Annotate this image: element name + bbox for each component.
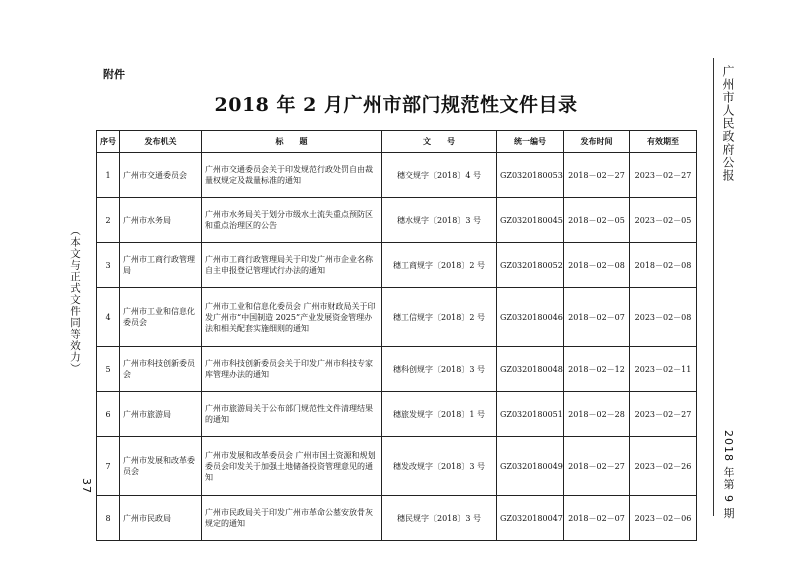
cell-title: 广州市水务局关于划分市级水土流失重点预防区和重点治理区的公告 xyxy=(202,198,382,243)
cell-valid-until: 2023－02－11 xyxy=(630,347,697,392)
header-unified-no: 统一编号 xyxy=(497,131,564,153)
cell-issue-date: 2018－02－08 xyxy=(564,243,630,288)
cell-unified-no: GZ0320180049 xyxy=(497,437,564,496)
header-title: 标 题 xyxy=(202,131,382,153)
annex-label: 附件 xyxy=(103,68,125,81)
header-org: 发布机关 xyxy=(120,131,202,153)
cell-valid-until: 2023－02－27 xyxy=(630,392,697,437)
cell-unified-no: GZ0320180053 xyxy=(497,153,564,198)
cell-issue-date: 2018－02－27 xyxy=(564,153,630,198)
cell-doc-no: 穗交规字〔2018〕4 号 xyxy=(382,153,497,198)
table-row xyxy=(97,288,697,347)
cell-doc-no: 穗水规字〔2018〕3 号 xyxy=(382,198,497,243)
header-issue-date: 发布时间 xyxy=(564,131,630,153)
cell-issue-date: 2018－02－07 xyxy=(564,496,630,541)
cell-issue-date: 2018－02－05 xyxy=(564,198,630,243)
cell-unified-no: GZ0320180045 xyxy=(497,198,564,243)
cell-unified-no: GZ0320180046 xyxy=(497,288,564,347)
cell-no: 5 xyxy=(97,347,120,392)
cell-valid-until: 2018－02－08 xyxy=(630,243,697,288)
cell-doc-no: 穗工信规字〔2018〕2 号 xyxy=(382,288,497,347)
cell-doc-no: 穗民规字〔2018〕3 号 xyxy=(382,496,497,541)
table-row xyxy=(97,198,697,243)
cell-valid-until: 2023－02－27 xyxy=(630,153,697,198)
cell-issue-date: 2018－02－12 xyxy=(564,347,630,392)
cell-no: 6 xyxy=(97,392,120,437)
header-valid-until: 有效期至 xyxy=(630,131,697,153)
legal-effect-note: （本文与正式文件同等效力） xyxy=(69,225,81,375)
cell-issue-date: 2018－02－27 xyxy=(564,437,630,496)
cell-org: 广州市旅游局 xyxy=(120,392,202,437)
cell-title: 广州市交通委员会关于印发规范行政处罚自由裁量权规定及裁量标准的通知 xyxy=(202,153,382,198)
table-row xyxy=(97,392,697,437)
cell-title: 广州市工商行政管理局关于印发广州市企业名称自主申报登记管理试行办法的通知 xyxy=(202,243,382,288)
cell-no: 4 xyxy=(97,288,120,347)
document-title: 2018 年 2 月广州市部门规范性文件目录 xyxy=(214,94,578,116)
cell-no: 3 xyxy=(97,243,120,288)
cell-unified-no: GZ0320180052 xyxy=(497,243,564,288)
cell-doc-no: 穗工商规字〔2018〕2 号 xyxy=(382,243,497,288)
table-row xyxy=(97,153,697,198)
table-row xyxy=(97,437,697,496)
header-no: 序号 xyxy=(97,131,120,153)
cell-title: 广州市工业和信息化委员会 广州市财政局关于印发广州市“中国制造 2025”产业发展资金管理办法和相关配套实施细则的通知 xyxy=(202,288,382,347)
cell-valid-until: 2023－02－05 xyxy=(630,198,697,243)
table-row xyxy=(97,496,697,541)
cell-unified-no: GZ0320180047 xyxy=(497,496,564,541)
table-row xyxy=(97,347,697,392)
cell-org: 广州市科技创新委员会 xyxy=(120,347,202,392)
cell-valid-until: 2023－02－26 xyxy=(630,437,697,496)
cell-doc-no: 穗旅发规字〔2018〕1 号 xyxy=(382,392,497,437)
cell-issue-date: 2018－02－28 xyxy=(564,392,630,437)
cell-no: 8 xyxy=(97,496,120,541)
cell-doc-no: 穗科创规字〔2018〕3 号 xyxy=(382,347,497,392)
cell-unified-no: GZ0320180051 xyxy=(497,392,564,437)
page-number: 37 xyxy=(80,478,93,494)
cell-org: 广州市交通委员会 xyxy=(120,153,202,198)
cell-valid-until: 2023－02－06 xyxy=(630,496,697,541)
cell-org: 广州市工商行政管理局 xyxy=(120,243,202,288)
cell-no: 1 xyxy=(97,153,120,198)
cell-org: 广州市民政局 xyxy=(120,496,202,541)
cell-org: 广州市水务局 xyxy=(120,198,202,243)
header-doc-no: 文 号 xyxy=(382,131,497,153)
cell-unified-no: GZ0320180048 xyxy=(497,347,564,392)
cell-doc-no: 穗发改规字〔2018〕3 号 xyxy=(382,437,497,496)
table-row xyxy=(97,243,697,288)
cell-issue-date: 2018－02－07 xyxy=(564,288,630,347)
cell-title: 广州市发展和改革委员会 广州市国土资源和规划委员会印发关于加强土地储备投资管理意见的通知 xyxy=(202,437,382,496)
issue-label: 2018 年第 9 期 xyxy=(722,430,735,520)
cell-title: 广州市民政局关于印发广州市革命公墓安放骨灰规定的通知 xyxy=(202,496,382,541)
margin-divider xyxy=(713,58,714,516)
regulatory-documents-table xyxy=(96,130,697,541)
cell-no: 2 xyxy=(97,198,120,243)
cell-no: 7 xyxy=(97,437,120,496)
cell-org: 广州市发展和改革委员会 xyxy=(120,437,202,496)
table-header-row xyxy=(97,131,697,153)
cell-title: 广州市科技创新委员会关于印发广州市科技专家库管理办法的通知 xyxy=(202,347,382,392)
cell-valid-until: 2023－02－08 xyxy=(630,288,697,347)
cell-title: 广州市旅游局关于公布部门规范性文件清理结果的通知 xyxy=(202,392,382,437)
gazette-name: 广州市人民政府公报 xyxy=(721,65,735,182)
cell-org: 广州市工业和信息化委员会 xyxy=(120,288,202,347)
